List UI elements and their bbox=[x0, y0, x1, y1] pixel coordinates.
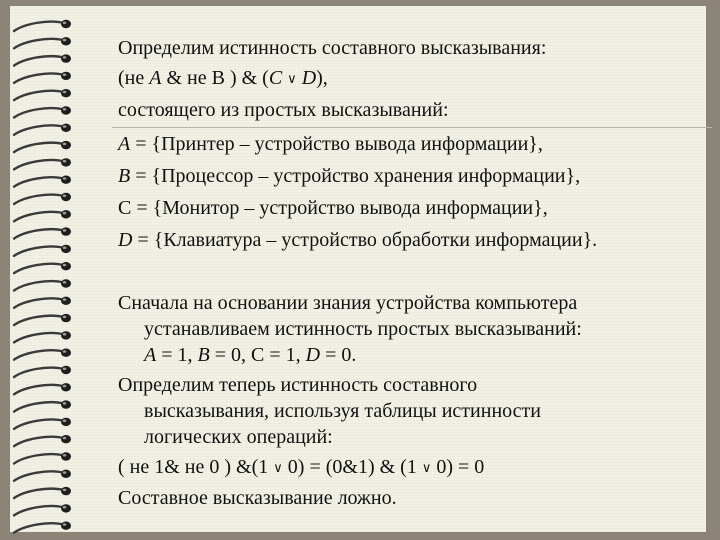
spiral-ring-icon bbox=[14, 124, 71, 135]
statement-a-line: A = {Принтер – устройство вывода информации}, bbox=[118, 133, 543, 155]
spiral-ring-icon bbox=[14, 297, 71, 308]
spiral-ring-icon bbox=[14, 279, 71, 290]
spiral-ring-icon bbox=[14, 418, 71, 429]
calculation-line: ( не 1& не 0 ) &(1 ∨ 0) = (0&1) & (1 ∨ 0) = 0 bbox=[118, 456, 485, 478]
spiral-ring-icon bbox=[14, 158, 71, 169]
paragraph-line-2: устанавливаем истинность простых высказываний: bbox=[144, 318, 582, 340]
paragraph-line-5: высказывания, используя таблицы истинности bbox=[144, 400, 541, 422]
paragraph-line-1: Сначала на основании знания устройства компьютера bbox=[118, 292, 578, 314]
spiral-ring-icon bbox=[14, 470, 71, 481]
spiral-ring-icon bbox=[14, 245, 71, 256]
spiral-ring-icon bbox=[14, 487, 71, 498]
spiral-ring-icon bbox=[14, 504, 71, 515]
spiral-binding-icon bbox=[0, 0, 80, 540]
spiral-ring-icon bbox=[14, 37, 71, 48]
simple-statements-intro: состоящего из простых высказываний: bbox=[118, 99, 449, 121]
spiral-ring-icon bbox=[14, 452, 71, 463]
spiral-ring-icon bbox=[14, 20, 71, 31]
spiral-ring-icon bbox=[14, 314, 71, 325]
spiral-ring-icon bbox=[14, 193, 71, 204]
spiral-ring-icon bbox=[14, 435, 71, 446]
conclusion-line: Составное высказывание ложно. bbox=[118, 487, 397, 509]
spiral-ring-icon bbox=[14, 227, 71, 238]
truth-values-line: A = 1, B = 0, С = 1, D = 0. bbox=[144, 344, 357, 366]
statement-c-line: C = {Монитор – устройство вывода информации}, bbox=[118, 197, 548, 219]
spiral-ring-icon bbox=[14, 262, 71, 273]
paragraph-line-4: Определим теперь истинность составного bbox=[118, 374, 478, 396]
slide-page bbox=[10, 6, 706, 532]
spiral-ring-icon bbox=[14, 331, 71, 342]
statement-b-line: B = {Процессор – устройство хранения информации}, bbox=[118, 165, 581, 187]
spiral-ring-icon bbox=[14, 522, 71, 533]
paragraph-line-6: логических операций: bbox=[144, 426, 333, 448]
intro-line: Определим истинность составного высказывания: bbox=[118, 37, 547, 59]
spiral-ring-icon bbox=[14, 349, 71, 360]
spiral-ring-icon bbox=[14, 176, 71, 187]
spiral-ring-icon bbox=[14, 400, 71, 411]
horizontal-divider bbox=[112, 127, 712, 128]
spiral-ring-icon bbox=[14, 383, 71, 394]
spiral-ring-icon bbox=[14, 141, 71, 152]
spiral-ring-icon bbox=[14, 72, 71, 83]
spiral-ring-icon bbox=[14, 366, 71, 377]
spiral-ring-icon bbox=[14, 89, 71, 100]
statement-d-line: D = {Клавиатура – устройство обработки информации}. bbox=[118, 229, 598, 251]
compound-statement-line: (не A & не B ) & (C ∨ D), bbox=[118, 67, 328, 89]
spiral-ring-icon bbox=[14, 210, 71, 221]
spiral-ring-icon bbox=[14, 54, 71, 65]
spiral-ring-icon bbox=[14, 106, 71, 117]
